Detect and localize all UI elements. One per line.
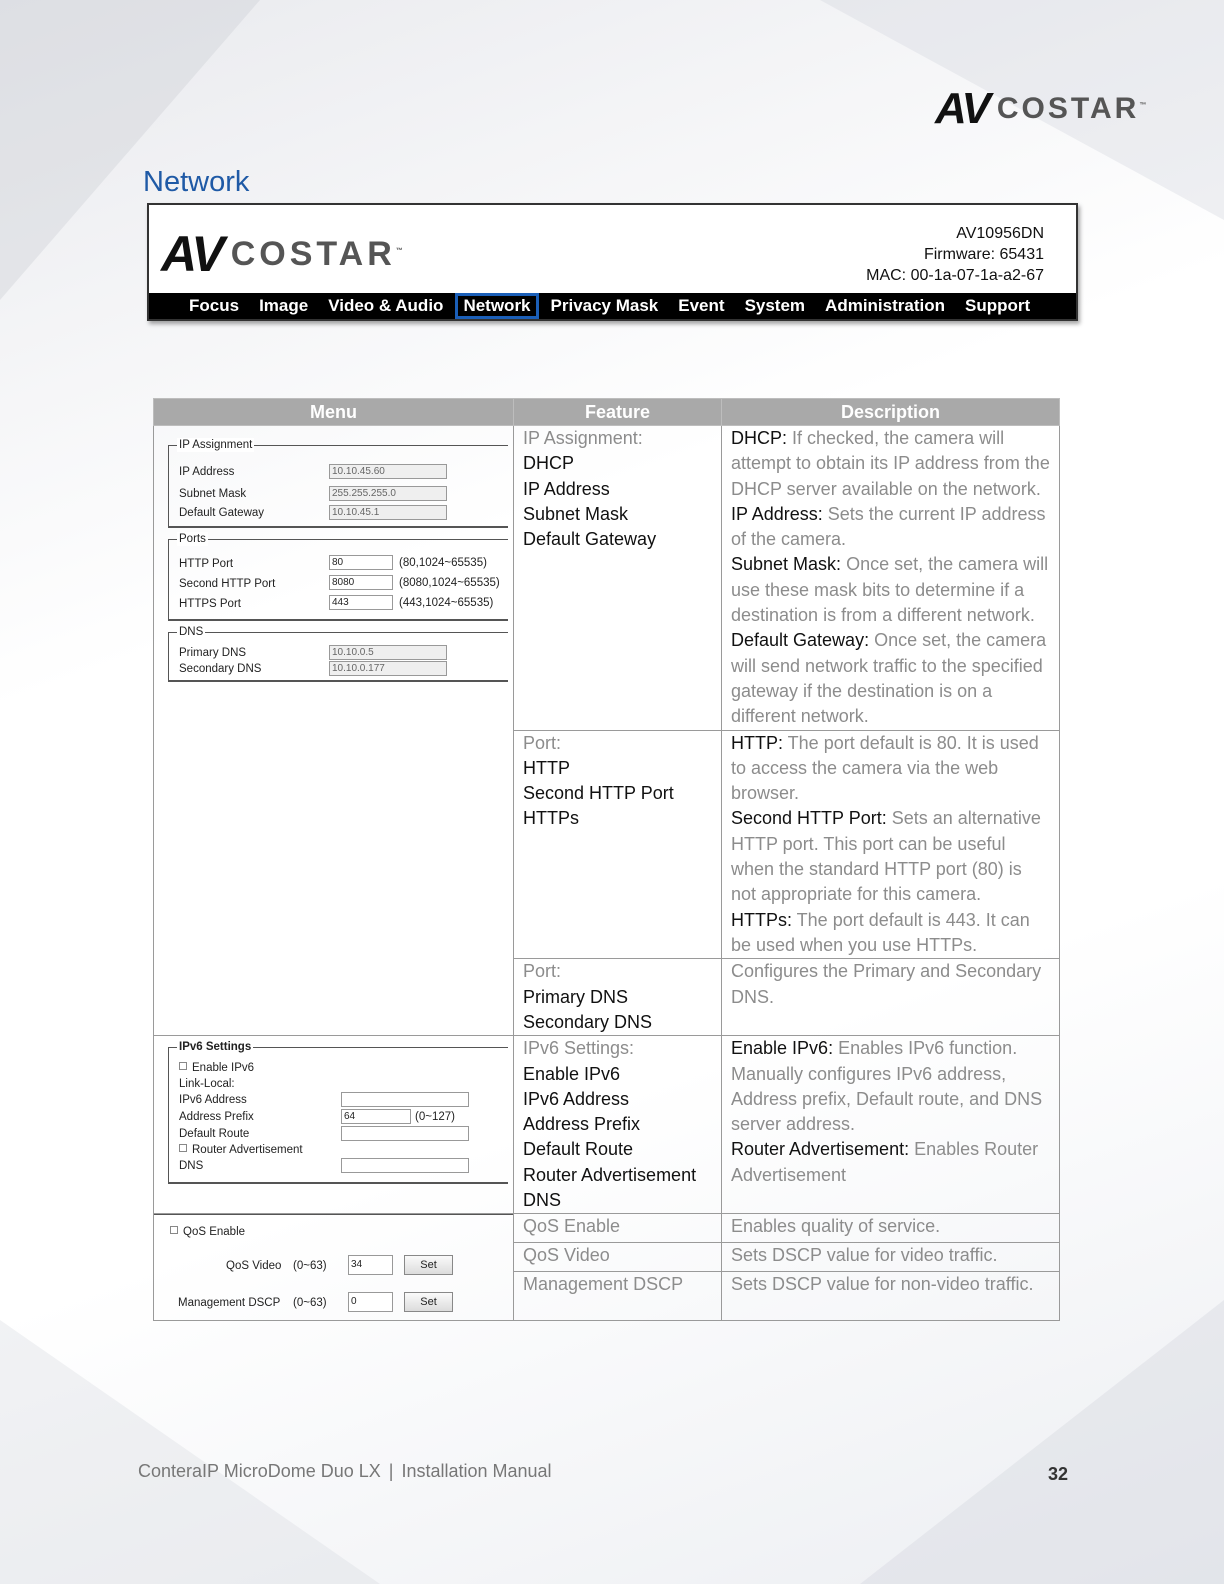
logo-word: COSTAR™ [230, 234, 407, 273]
description-port: HTTP: The port default is 80. It is used to access the camera via the web browser. Second HTTP Port: Sets an alternative HTTP port. This port can be useful when the standard HTTP port (80) is not appropriate for this camera. HTTPs: The port default is 443. It can be used when you use HTTPs. [722, 730, 1060, 959]
menu-ipv6-settings [154, 1036, 514, 1214]
camera-model: AV10956DN [956, 225, 1044, 242]
nav-support[interactable]: Support [965, 296, 1031, 315]
feature-management-dscp: Management DSCP [514, 1272, 722, 1321]
ipv6-dns-field[interactable] [341, 1158, 469, 1173]
ipv6-address-field[interactable] [341, 1092, 469, 1107]
page-number: 32 [1048, 1464, 1069, 1484]
menu-qos-settings: QoS Enable QoS Video (0~63) 34 Set Management DSCP (0~63) 0 Set [154, 1214, 514, 1321]
header-menu: Menu [154, 399, 514, 426]
logo-av: AV [161, 226, 223, 282]
network-settings-table [153, 398, 1060, 1321]
enable-ipv6-checkbox[interactable] [179, 1062, 187, 1070]
description-ip-assignment: DHCP: If checked, the camera will attempt to obtain its IP address from the DHCP server available on the network. IP Address: Sets the current IP address of the camera. Subnet Mask: Once set, the camera will use these mask bits to determine if a destination is from a different network. Default Gateway: Once set, the camera will send network traffic to the specified gateway if the destination is on a different network. [722, 426, 1060, 731]
default-gateway-field[interactable]: 10.10.45.1 [329, 505, 447, 520]
qos-enable-checkbox[interactable] [170, 1226, 178, 1234]
description-ipv6: Enable IPv6: Enables IPv6 function. Manually configures IPv6 address, Address prefix, Default route, and DNS server address. Router Advertisement: Enables Router Advertisement [722, 1036, 1060, 1214]
nav-administration[interactable]: Administration [825, 296, 945, 315]
header-description: Description [722, 399, 1060, 426]
qos-video-field[interactable]: 34 [348, 1255, 393, 1275]
feature-qos-video: QoS Video [514, 1243, 722, 1272]
camera-firmware: Firmware: 65431 [923, 246, 1044, 263]
camera-nav-bar [149, 293, 1076, 319]
secondary-dns-field[interactable]: 10.10.0.177 [329, 661, 447, 676]
nav-video-audio[interactable]: Video & Audio [328, 296, 444, 315]
camera-web-header [147, 203, 1078, 321]
menu-ip-settings [154, 426, 514, 1036]
management-dscp-field[interactable]: 0 [348, 1292, 393, 1312]
default-route-field[interactable] [341, 1126, 469, 1141]
nav-image[interactable]: Image [259, 296, 309, 315]
footer-title: ConteraIP MicroDome Duo LX | Installation Manual [138, 1461, 552, 1481]
camera-mac: MAC: 00-1a-07-1a-a2-67 [866, 267, 1044, 284]
feature-dns: Port: Primary DNS Secondary DNS [514, 959, 722, 1036]
costar-logo [935, 84, 1149, 134]
address-prefix-field[interactable]: 64 [341, 1109, 411, 1124]
https-port-field[interactable]: 443 [329, 595, 393, 610]
ipv6-settings-group: IPv6 Settings Enable IPv6 Link-Local: IPv6 Address Address Prefix 64 (0~127) Default Route Router Advertisement DNS [168, 1047, 508, 1184]
feature-port: Port: HTTP Second HTTP Port HTTPs [514, 730, 722, 959]
header-feature: Feature [514, 399, 722, 426]
description-qos-enable: Enables quality of service. [722, 1214, 1060, 1243]
nav-focus[interactable]: Focus [189, 296, 240, 315]
ports-group: Ports HTTP Port 80 (80,1024~65535) Second HTTP Port 8080 (8080,1024~65535) HTTPS Port 443 (443,1024~65535) [168, 539, 508, 621]
logo-word: COSTAR™ [996, 92, 1150, 125]
http-port-field[interactable]: 80 [329, 555, 393, 570]
nav-event[interactable]: Event [678, 296, 725, 315]
page-title: Network [143, 166, 250, 198]
qos-video-set-button[interactable]: Set [404, 1255, 453, 1275]
description-qos-video: Sets DSCP value for video traffic. [722, 1243, 1060, 1272]
feature-ip-assignment: IP Assignment: DHCP IP Address Subnet Mask Default Gateway [514, 426, 722, 731]
nav-privacy-mask[interactable]: Privacy Mask [550, 296, 659, 315]
subnet-mask-field[interactable]: 255.255.255.0 [329, 486, 447, 501]
nav-system[interactable]: System [744, 296, 806, 315]
dns-group: DNS Primary DNS 10.10.0.5 Secondary DNS 10.10.0.177 [168, 632, 508, 682]
background-facet [0, 1320, 380, 1584]
feature-qos-enable: QoS Enable [514, 1214, 722, 1243]
router-advertisement-checkbox[interactable] [179, 1144, 187, 1152]
description-management-dscp: Sets DSCP value for non-video traffic. [722, 1272, 1060, 1321]
feature-ipv6: IPv6 Settings: Enable IPv6 IPv6 Address Address Prefix Default Route Router Advertisement DNS [514, 1036, 722, 1214]
logo-av: AV [935, 84, 989, 133]
description-dns: Configures the Primary and Secondary DNS. [722, 959, 1060, 1036]
ip-assignment-group: IP Assignment IP Address 10.10.45.60 Subnet Mask 255.255.255.0 Default Gateway 10.10.45.1 [168, 445, 508, 528]
background-facet [860, 1300, 1224, 1584]
camera-logo [161, 225, 407, 283]
nav-network[interactable]: Network [455, 293, 538, 319]
primary-dns-field[interactable]: 10.10.0.5 [329, 645, 447, 660]
ip-address-field[interactable]: 10.10.45.60 [329, 464, 447, 479]
management-dscp-set-button[interactable]: Set [404, 1292, 453, 1312]
second-http-port-field[interactable]: 8080 [329, 575, 393, 590]
camera-info [866, 223, 1044, 286]
